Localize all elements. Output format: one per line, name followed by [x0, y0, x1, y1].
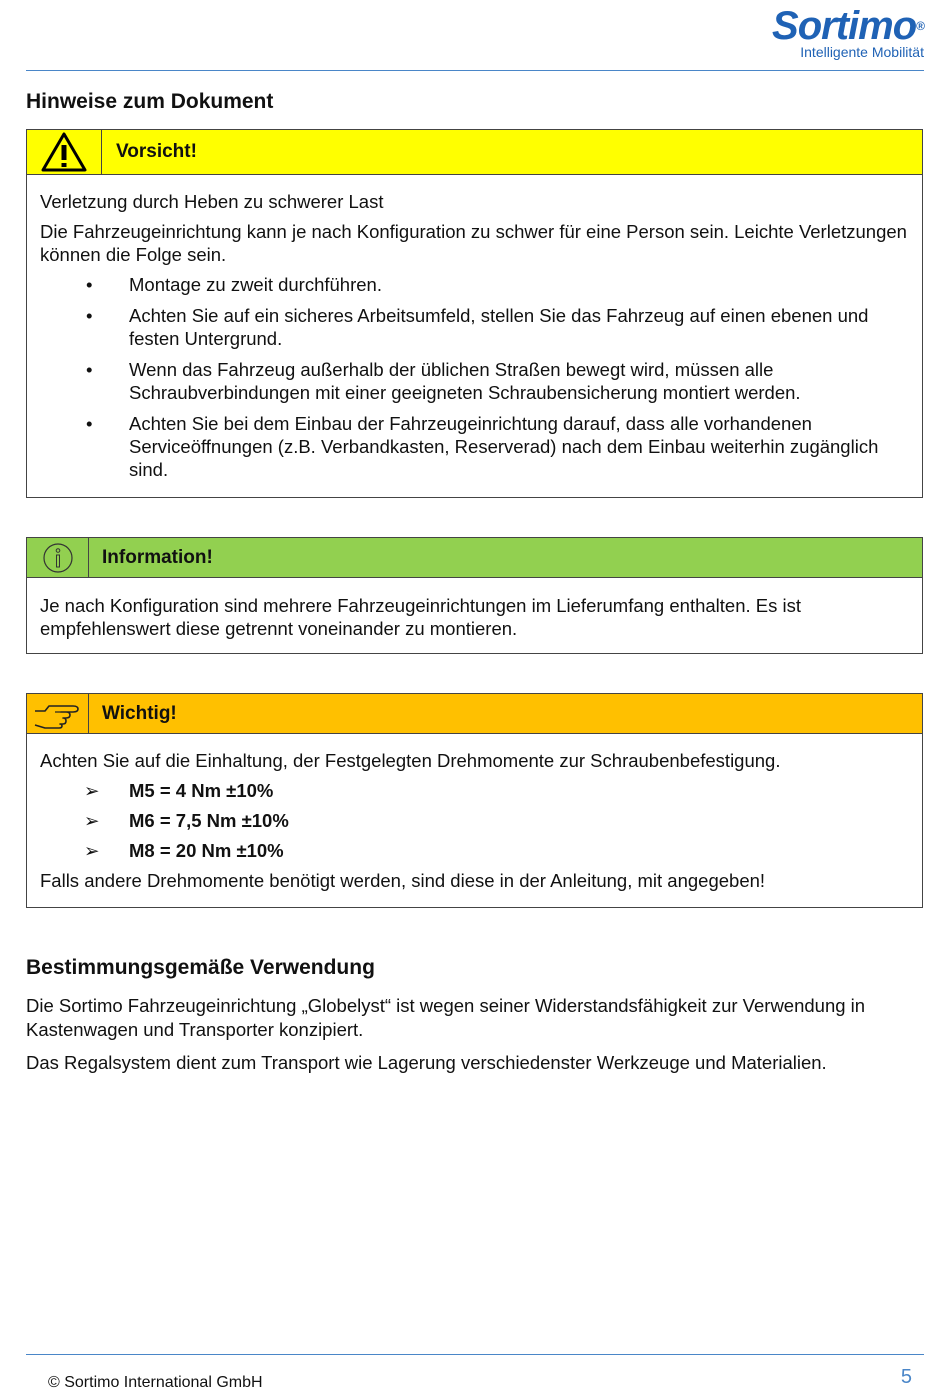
- caution-title: Vorsicht!: [116, 141, 197, 162]
- brand-tagline: Intelligente Mobilität: [800, 44, 924, 60]
- torque-value: M5 = 4 Nm ±10%: [129, 780, 274, 801]
- list-item: [40, 779, 908, 802]
- bullet-dot: •: [86, 413, 93, 434]
- registered-mark: ®: [916, 19, 924, 33]
- arrow-bullet-icon: ➢: [84, 780, 100, 801]
- footer-copyright: © Sortimo International GmbH: [48, 1374, 263, 1391]
- header-divider: [26, 70, 924, 71]
- list-item: [40, 809, 908, 832]
- important-box: [26, 693, 923, 908]
- section-heading-document-notes: Hinweise zum Dokument: [26, 90, 274, 113]
- list-item: [40, 412, 908, 481]
- intended-use-paragraph-2: Das Regalsystem dient zum Transport wie Lagerung verschiedenster Werkzeuge und Materialien.: [26, 1052, 827, 1073]
- important-header: [27, 694, 922, 734]
- bullet-text: Achten Sie bei dem Einbau der Fahrzeugeinrichtung darauf, dass alle vorhandenen Serviceöffnungen (z.B. Verbandkasten, Reserverad) nach dem Einbau weiterhin zugänglich sind.: [129, 413, 879, 480]
- important-title: Wichtig!: [102, 702, 177, 724]
- list-item: [40, 839, 908, 862]
- caution-bullet-list: [40, 273, 908, 481]
- important-intro: Achten Sie auf die Einhaltung, der Festgelegten Drehmomente zur Schraubenbefestigung.: [40, 750, 781, 771]
- arrow-bullet-icon: ➢: [84, 840, 100, 861]
- information-box: [26, 537, 923, 654]
- list-item: [40, 358, 908, 404]
- caution-body: [27, 175, 922, 481]
- information-header: [27, 538, 922, 578]
- caution-box: [26, 129, 923, 498]
- brand-name: Sortimo: [772, 4, 917, 48]
- important-body: [27, 734, 922, 892]
- caution-text: Die Fahrzeugeinrichtung kann je nach Konfiguration zu schwer für eine Person sein. Leichte Verletzungen können die Folge sein.: [40, 221, 907, 265]
- intended-use-paragraph-1: Die Sortimo Fahrzeugeinrichtung „Globelyst“ ist wegen seiner Widerstandsfähigkeit zur Verwendung in Kastenwagen und Transporter konzipiert.: [26, 995, 866, 1040]
- bullet-dot: •: [86, 305, 93, 326]
- page-number: 5: [900, 1366, 912, 1388]
- brand-logo: [772, 4, 924, 60]
- bullet-text: Achten Sie auf ein sicheres Arbeitsumfeld, stellen Sie das Fahrzeug auf einen ebenen und festen Untergrund.: [129, 305, 869, 349]
- footer-divider: [26, 1354, 924, 1355]
- arrow-bullet-icon: ➢: [84, 810, 100, 831]
- caution-header: [27, 130, 922, 175]
- information-body: [27, 578, 922, 640]
- bullet-dot: •: [86, 274, 93, 295]
- bullet-text: Montage zu zweit durchführen.: [129, 274, 382, 295]
- torque-value: M6 = 7,5 Nm ±10%: [129, 810, 289, 831]
- bullet-text: Wenn das Fahrzeug außerhalb der üblichen Straßen bewegt wird, müssen alle Schraubverbindungen mit einer geeigneten Schraubensicherung montiert werden.: [129, 359, 801, 403]
- pointing-hand-icon: [27, 694, 89, 733]
- information-title: Information!: [102, 546, 213, 568]
- caution-headline: Verletzung durch Heben zu schwerer Last: [40, 191, 384, 212]
- torque-value: M8 = 20 Nm ±10%: [129, 840, 284, 861]
- section-heading-intended-use: Bestimmungsgemäße Verwendung: [26, 956, 375, 979]
- important-outro: Falls andere Drehmomente benötigt werden, sind diese in der Anleitung, mit angegeben!: [40, 870, 766, 891]
- information-text: Je nach Konfiguration sind mehrere Fahrzeugeinrichtungen im Lieferumfang enthalten. Es ist empfehlenswert diese getrennt voneinander zu montieren.: [40, 595, 801, 639]
- warning-triangle-icon: [27, 130, 102, 174]
- torque-list: [40, 779, 908, 862]
- list-item: [40, 304, 908, 350]
- list-item: [40, 273, 908, 296]
- info-circle-icon: [27, 538, 89, 577]
- bullet-dot: •: [86, 359, 93, 380]
